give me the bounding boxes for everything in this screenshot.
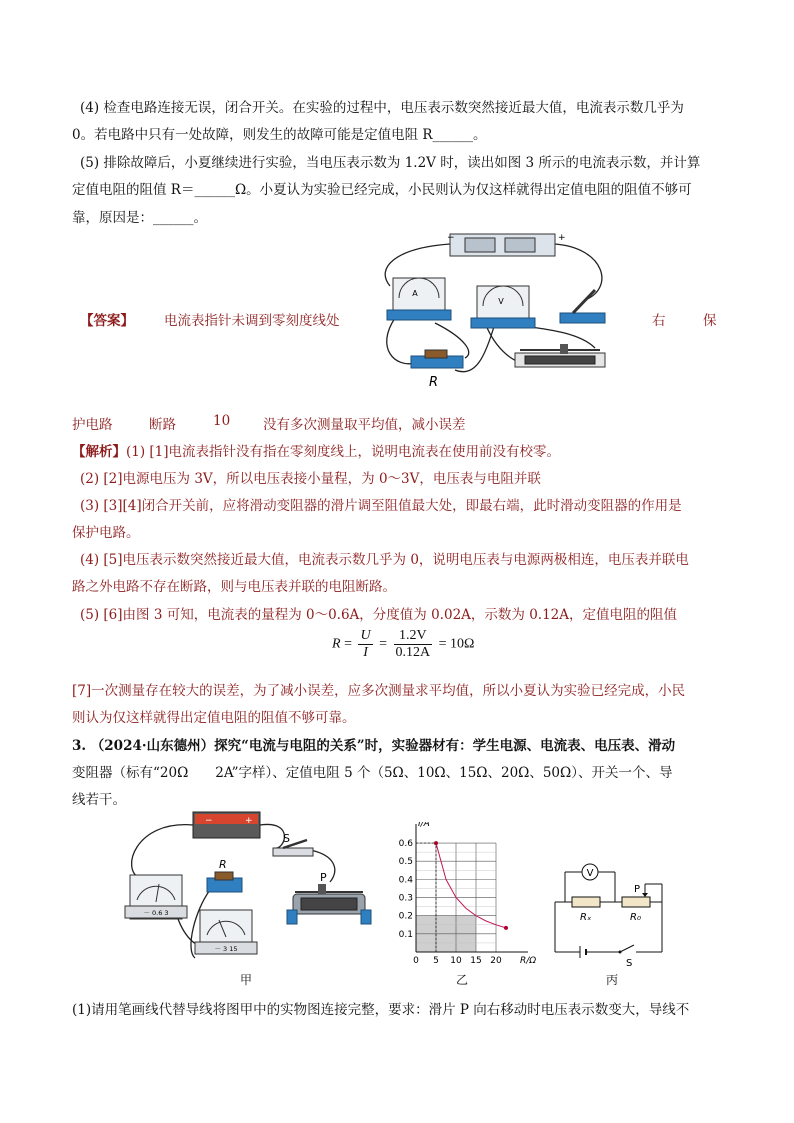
formula-eq-2: = (379, 636, 387, 652)
circuit-figure-top (355, 228, 615, 396)
ammeter-letter: A (412, 289, 418, 298)
q5-line3: 靠，原因是：______。 (72, 210, 207, 226)
analysis-line-4: 保护电路。 (72, 525, 140, 541)
analysis-line-7: (5) [6]由图 3 可知，电流表的量程为 0～0.6A，分度值为 0.02A，示数为 0.12A，定值电阻的阻值 (80, 607, 678, 623)
svg-text:−: − (447, 233, 455, 243)
q5-line1: (5) 排除故障后，小夏继续进行实验，当电压表示数为 1.2V 时，读出如图 3 所示的电流表示数，并计算 (80, 155, 701, 171)
resistor-R-label: R (429, 375, 439, 390)
bing-P-label: P (634, 884, 641, 895)
analysis-line-6: 路之外电路不存在断路，则与电压表并联的电阻断路。 (72, 579, 396, 595)
formula-num1: U (360, 628, 371, 643)
chart-y-tick-label: 0.4 (398, 875, 413, 886)
svg-text:+: + (558, 233, 566, 243)
bing-R0-label: R₀ (630, 912, 641, 923)
answer-tag: 【答案】 (80, 313, 134, 329)
jia-S-label: S (283, 832, 290, 845)
chart-y-tick-label: 0.6 (398, 839, 413, 850)
formula-den1: I (363, 645, 368, 660)
formula-rhs: = 10Ω (438, 636, 475, 652)
chart-point (504, 926, 508, 930)
chart-y-tick-label: 0.5 (398, 857, 413, 868)
chart-y-tick-label: 0.2 (398, 911, 413, 922)
formula-num2: 1.2V (394, 628, 433, 645)
chart-x-tick-label: 0 (413, 956, 419, 966)
answer-cont-4: 没有多次测量取平均值，减小误差 (263, 417, 466, 433)
q3-line1: 3. （2024·山东德州）探究“电流与电阻的关系”时，实验器材有：学生电源、电流表、电压表、滑动 (72, 738, 676, 754)
analysis-line-3: (3) [3][4]闭合开关前，应将滑动变阻器的滑片调至阻值最大处，即最右端，此时滑动变阻器的作用是 (80, 498, 682, 514)
analysis-line-2: (2) [2]电源电压为 3V，所以电压表接小量程，为 0～3V，电压表与电阻并联 (80, 471, 541, 487)
svg-text:+: + (245, 816, 253, 826)
q4-line2: 0。若电路中只有一处故障，则发生的故障可能是定值电阻 R______。 (72, 127, 487, 143)
bing-S-label: S (626, 958, 633, 966)
analysis-tag: 【解析】 (72, 444, 126, 460)
figure-jia-circuit (115, 810, 385, 970)
q3-line2: 变阻器（标有“20Ω 2A”字样）、定值电阻 5 个（5Ω、10Ω、15Ω、20Ω、50Ω）、开关一个、导 (72, 765, 673, 781)
analysis-line-5: (4) [5]电压表示数突然接近最大值，电流表示数几乎为 0，说明电压表与电源两极相连，电压表并联电 (80, 552, 689, 568)
jia-P-label: P (320, 871, 327, 884)
chart-x-tick-label: 10 (450, 956, 462, 966)
chart-x-tick-label: 15 (470, 956, 482, 966)
chart-x-tick-label: 5 (433, 956, 439, 966)
resistance-formula (332, 628, 474, 661)
formula-lhs: R (332, 636, 341, 652)
bing-Rx-label: Rₓ (580, 912, 592, 923)
ammeter-ticks: － 0.6 3 (143, 909, 169, 917)
chart-x-tick-label: 20 (490, 956, 502, 966)
q3-line3: 线若干。 (72, 792, 126, 808)
bing-V-label: V (586, 868, 594, 879)
chart-y-tick-label: 0.3 (398, 893, 413, 904)
analysis-line-9: 则认为仅这样就得出定值电阻的阻值不够可靠。 (72, 710, 356, 726)
answer-2: 右 (652, 313, 666, 329)
analysis-line-8: [7]一次测量存在较大的误差，为了减小误差，应多次测量求平均值，所以小夏认为实验已经完成，小民 (72, 683, 686, 699)
chart-x-axis-label: R/Ω (520, 956, 537, 966)
answer-1: 电流表指针未调到零刻度线处 (164, 313, 340, 329)
jia-R-label: R (219, 858, 227, 871)
q4-line1: (4) 检查电路连接无误，闭合开关。在实验的过程中，电压表示数突然接近最大值，电流表示数几乎为 (80, 100, 684, 116)
voltmeter-ticks: － 3 15 (214, 945, 238, 953)
formula-eq: = (344, 636, 352, 652)
chart-series-curve (436, 843, 506, 928)
chart-y-axis-label: I/A (418, 822, 430, 829)
q3-sub1: (1)请用笔画线代替导线将图甲中的实物图连接完整，要求：滑片 P 向右移动时电压表示数变大，导线不 (72, 1002, 690, 1018)
answer-3: 保 (703, 313, 717, 329)
voltmeter-letter: V (498, 297, 504, 306)
caption-yi: 乙 (456, 973, 469, 987)
formula-den2: 0.12A (395, 645, 431, 660)
q5-line2: 定值电阻的阻值 R＝______Ω。小夏认为实验已经完成，小民则认为仅这样就得出定值电阻的阻值不够可 (72, 182, 692, 198)
chart-y-tick-label: 0.1 (398, 929, 413, 940)
svg-text:−: − (205, 816, 213, 826)
caption-bing: 丙 (606, 973, 619, 987)
figure-bing-diagram (550, 856, 670, 966)
answer-cont-1: 护电路 (72, 417, 113, 433)
answer-cont-2: 断路 (149, 417, 176, 433)
analysis-line-1: (1) [1]电流表指针没有指在零刻度线上，说明电流表在使用前没有校零。 (126, 444, 561, 460)
chart-svg (390, 822, 540, 974)
chart-I-R (390, 822, 540, 974)
answer-cont-3: 10 (213, 413, 231, 429)
chart-point (434, 841, 438, 845)
caption-jia: 甲 (240, 973, 253, 987)
